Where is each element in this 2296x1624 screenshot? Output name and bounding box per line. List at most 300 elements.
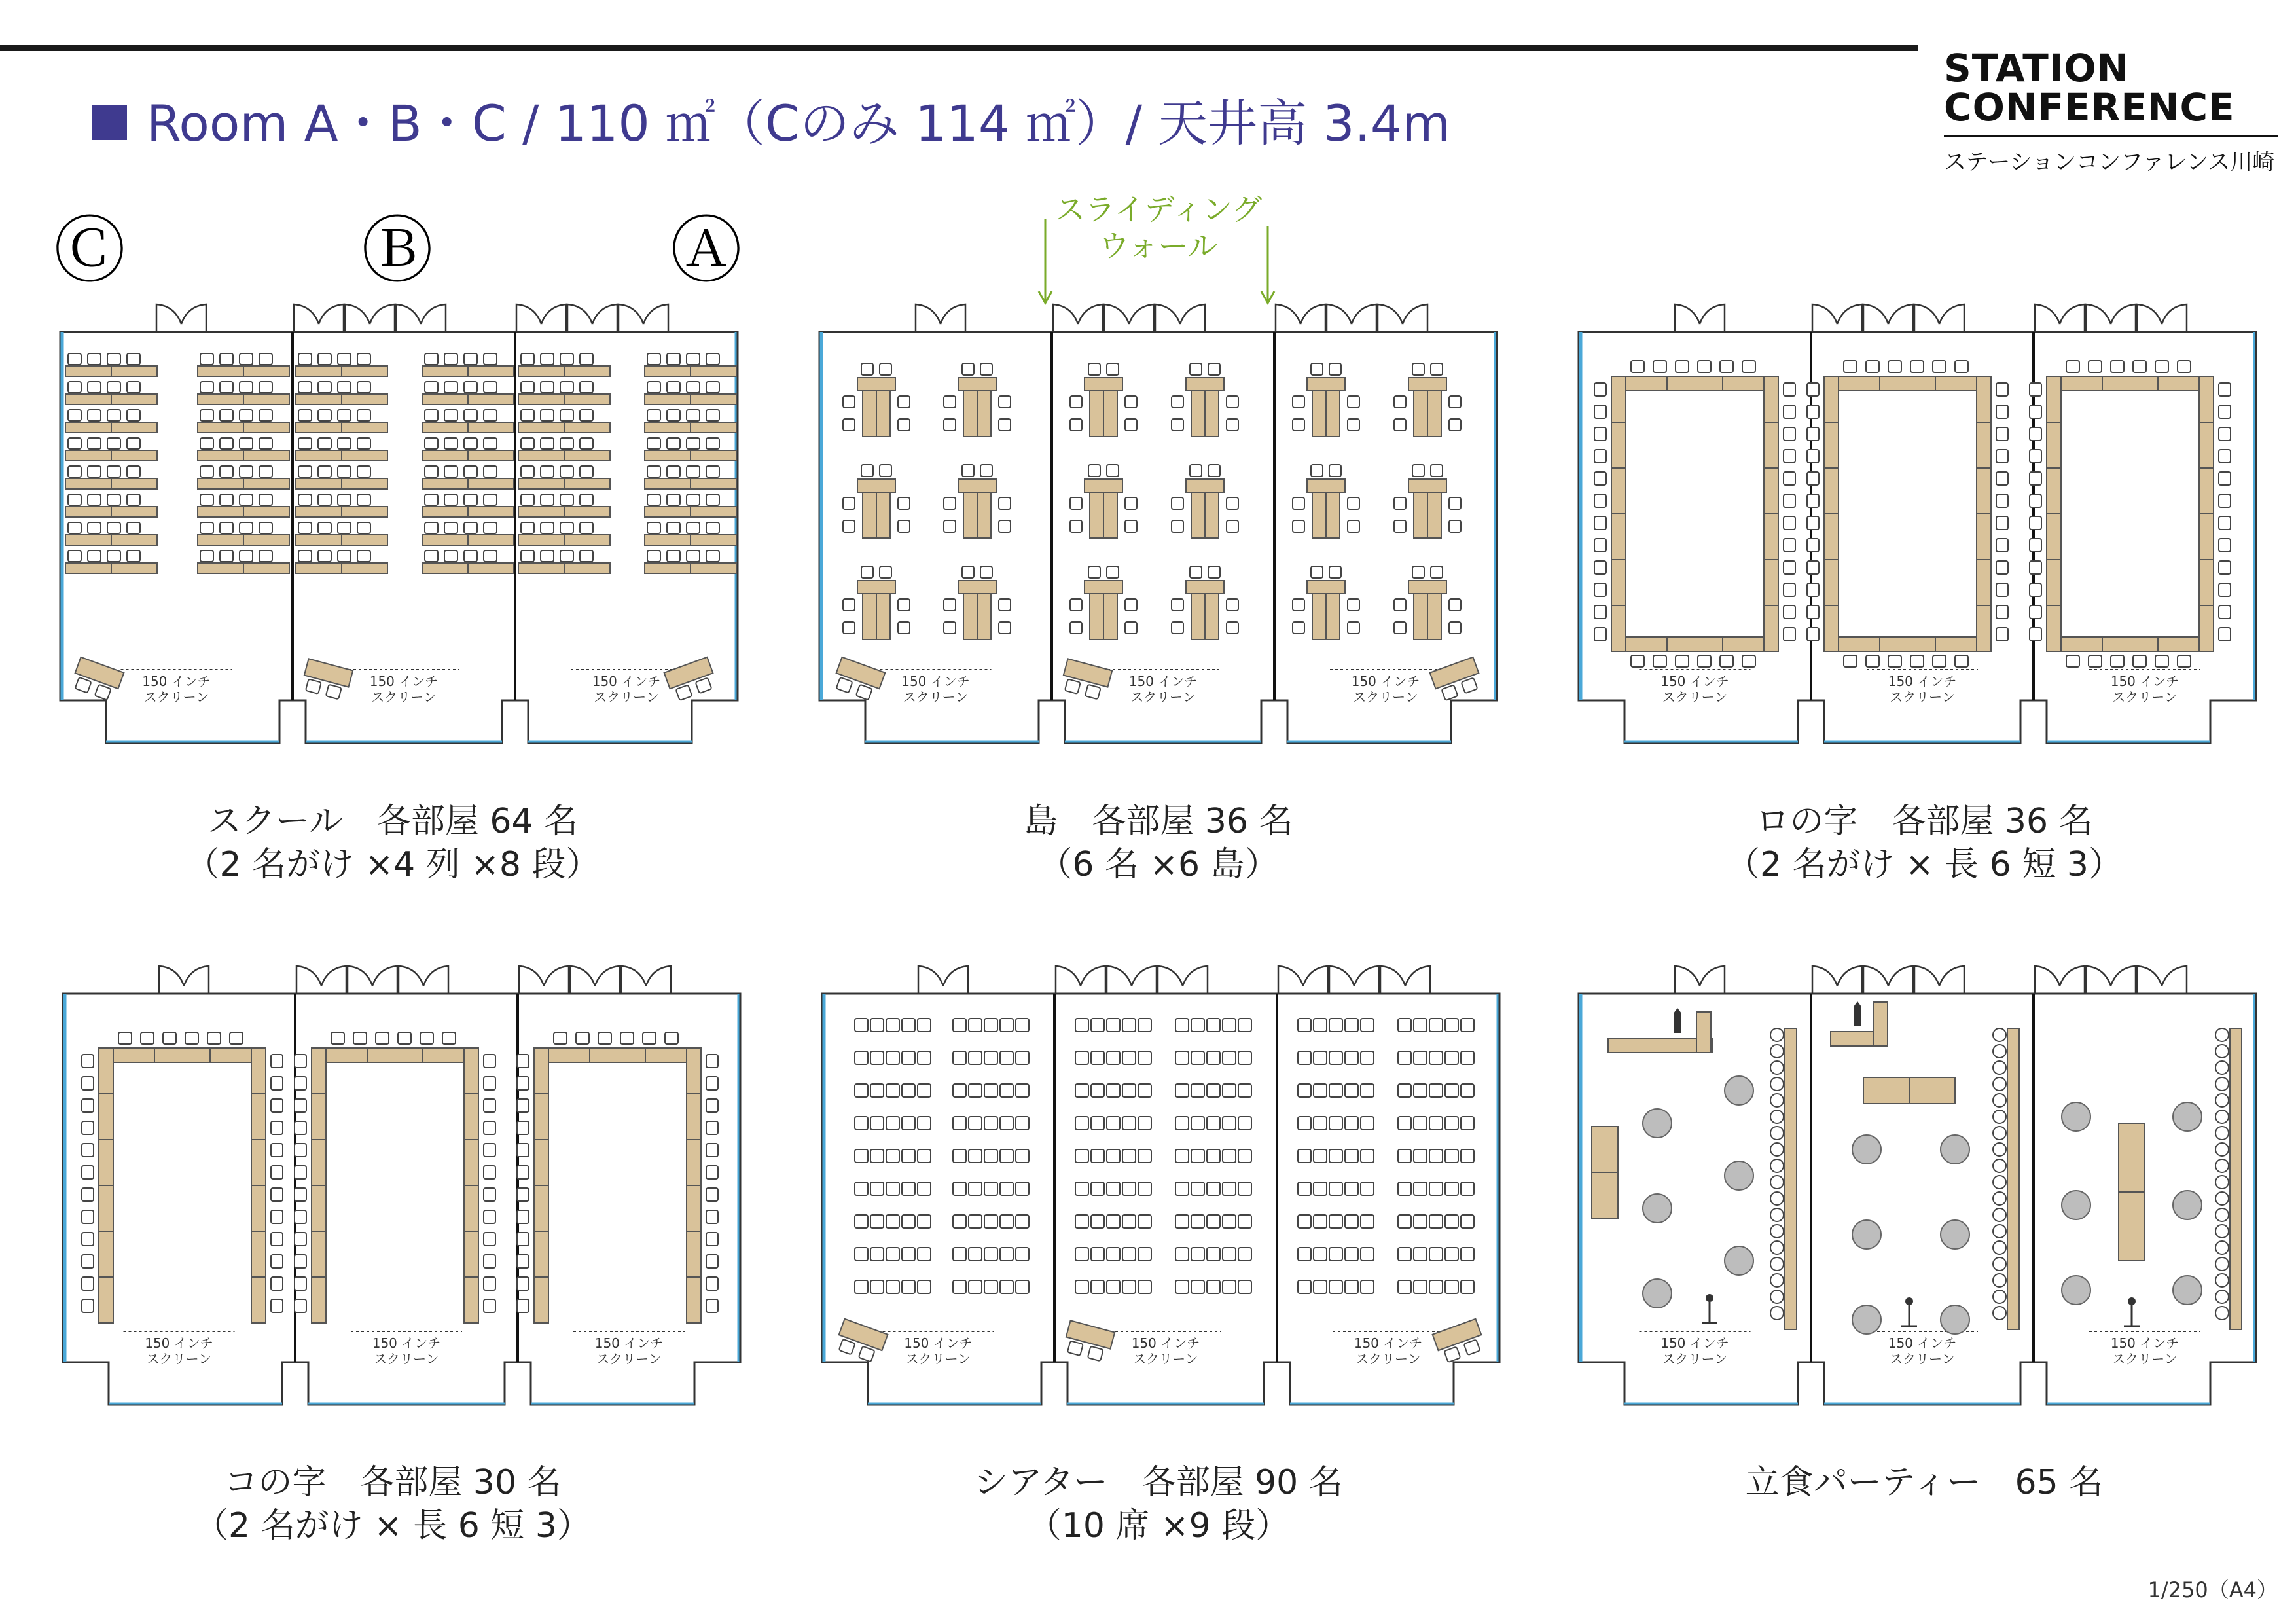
chair <box>1461 1019 1474 1032</box>
chair <box>1996 450 2008 463</box>
chair <box>1955 655 1968 667</box>
chair <box>1394 497 1406 509</box>
chair <box>1223 1051 1236 1064</box>
door-icon <box>918 966 968 994</box>
chair <box>88 522 101 533</box>
mic-icon <box>2128 1297 2136 1305</box>
chair <box>425 466 438 477</box>
chair <box>843 599 855 611</box>
chair <box>425 382 438 393</box>
chair <box>843 396 855 408</box>
chair <box>1996 539 2008 552</box>
chair <box>1088 566 1100 578</box>
chair <box>1412 465 1424 477</box>
chair <box>1000 1215 1013 1228</box>
chair <box>271 1188 283 1201</box>
chair <box>1993 1176 2006 1189</box>
chair <box>1770 1143 1784 1156</box>
chair <box>984 1215 997 1228</box>
chair <box>2219 561 2231 574</box>
chair <box>1807 472 1819 485</box>
caption-island-line1: 島 各部屋 36 名 <box>1024 802 1293 841</box>
chair <box>1107 1182 1120 1195</box>
chair <box>68 494 81 505</box>
chair <box>1075 1182 1088 1195</box>
chair <box>1191 1084 1204 1097</box>
chair <box>898 520 910 532</box>
chair <box>338 550 351 562</box>
chair <box>1398 1182 1411 1195</box>
chair <box>425 438 438 449</box>
chair <box>580 522 593 533</box>
chair <box>944 599 956 611</box>
door-icon <box>1863 966 1913 994</box>
chair <box>1594 494 1606 507</box>
chair <box>521 353 534 365</box>
table <box>857 378 895 391</box>
chair <box>898 622 910 634</box>
chair <box>295 1121 306 1134</box>
chair <box>944 396 956 408</box>
chair <box>1348 622 1359 634</box>
chair <box>667 550 680 562</box>
chair <box>1227 520 1238 532</box>
chair <box>259 382 272 393</box>
chair <box>1138 1182 1151 1195</box>
table <box>1824 376 1991 391</box>
chair <box>580 466 593 477</box>
chair <box>444 353 457 365</box>
chair <box>1016 1215 1029 1228</box>
chair <box>295 1055 306 1068</box>
screen-label-bottom: スクリーン <box>146 1351 212 1367</box>
chair <box>484 466 497 477</box>
chair <box>984 1117 997 1130</box>
chair <box>1784 516 1795 530</box>
chair <box>541 382 554 393</box>
chair <box>1000 1051 1013 1064</box>
chair <box>200 353 213 365</box>
table <box>99 1048 266 1062</box>
chair <box>2215 1257 2229 1271</box>
chair <box>2215 1110 2229 1123</box>
chair <box>1329 1084 1342 1097</box>
chair <box>1314 1084 1327 1097</box>
chair <box>1594 405 1606 418</box>
chair <box>240 382 253 393</box>
chair <box>1070 520 1082 532</box>
screen-label-top: 150 インチ <box>1351 674 1420 689</box>
chair <box>517 1099 529 1112</box>
chair <box>580 438 593 449</box>
chair <box>647 522 660 533</box>
chair <box>2215 1159 2229 1172</box>
chair <box>1348 599 1359 611</box>
chair <box>1698 655 1711 667</box>
screen-label-top: 150 インチ <box>594 1335 664 1351</box>
chair <box>1445 1248 1458 1261</box>
chair <box>647 494 660 505</box>
chair <box>643 1032 656 1044</box>
chair <box>870 1182 884 1195</box>
chair <box>1091 1084 1104 1097</box>
door-icon <box>399 966 448 994</box>
screen-label-bottom: スクリーン <box>596 1351 662 1367</box>
chair <box>980 363 992 375</box>
chair <box>1125 622 1137 634</box>
chair <box>2215 1208 2229 1221</box>
chair <box>1329 363 1341 375</box>
chair <box>886 1051 899 1064</box>
chair <box>2089 655 2102 667</box>
chair <box>1784 383 1795 396</box>
door-icon <box>1914 304 1964 332</box>
chair <box>1208 566 1220 578</box>
chair <box>1075 1215 1088 1228</box>
chair <box>1075 1051 1088 1064</box>
chair <box>2215 1307 2229 1320</box>
chair <box>295 1144 306 1157</box>
chair <box>1933 655 1946 667</box>
chair <box>1676 655 1689 667</box>
chair <box>1345 1019 1358 1032</box>
chair <box>902 1149 915 1163</box>
caption-island <box>818 800 1499 886</box>
chair <box>1429 1117 1443 1130</box>
chair <box>82 1055 94 1068</box>
chair <box>521 494 534 505</box>
chair <box>1361 1149 1374 1163</box>
chair <box>298 550 312 562</box>
chair <box>855 1149 868 1163</box>
chair <box>580 353 593 365</box>
chair <box>898 497 910 509</box>
chair <box>1770 1061 1784 1074</box>
chair <box>2111 655 2124 667</box>
chair <box>484 438 497 449</box>
chair <box>240 494 253 505</box>
chair <box>870 1248 884 1261</box>
table <box>2047 376 2214 391</box>
chair <box>1223 1149 1236 1163</box>
chair <box>1429 1182 1443 1195</box>
chair <box>1345 1248 1358 1261</box>
table <box>1873 1002 1888 1046</box>
chair <box>1172 520 1183 532</box>
screen-label-top: 150 インチ <box>904 1335 973 1351</box>
chair <box>295 1188 306 1201</box>
chair <box>220 466 233 477</box>
chair <box>484 410 497 421</box>
chair <box>667 353 680 365</box>
chair <box>1227 497 1238 509</box>
chair <box>1784 561 1795 574</box>
round-table <box>1725 1161 1753 1190</box>
chair <box>1311 566 1323 578</box>
chair <box>271 1255 283 1268</box>
chair <box>898 599 910 611</box>
chair <box>1107 363 1119 375</box>
chair <box>1594 472 1606 485</box>
chair <box>1107 1248 1120 1261</box>
chair <box>1091 1215 1104 1228</box>
screen-label-bottom: スクリーン <box>1133 1351 1198 1367</box>
chair <box>88 353 101 365</box>
screen-label-top: 150 インチ <box>142 674 211 689</box>
chair <box>1000 1149 1013 1163</box>
chair <box>1138 1051 1151 1064</box>
chair <box>1329 1019 1342 1032</box>
chair <box>1175 1084 1189 1097</box>
chair <box>1125 396 1137 408</box>
chair <box>517 1144 529 1157</box>
chair <box>82 1210 94 1223</box>
chair <box>1807 561 1819 574</box>
chair <box>230 1032 243 1044</box>
chair <box>560 494 573 505</box>
door-icon <box>1863 304 1913 332</box>
chair <box>331 1032 344 1044</box>
chair <box>984 1248 997 1261</box>
chair <box>1993 1159 2006 1172</box>
table <box>1696 1012 1711 1053</box>
chair <box>127 353 140 365</box>
chair <box>127 494 140 505</box>
chair <box>1190 465 1202 477</box>
chair <box>127 522 140 533</box>
chair <box>68 438 81 449</box>
chair <box>1000 1117 1013 1130</box>
chair <box>953 1248 966 1261</box>
chair <box>2030 561 2041 574</box>
chair <box>1361 1280 1374 1293</box>
chair <box>517 1188 529 1201</box>
chair <box>240 438 253 449</box>
chair <box>1175 1117 1189 1130</box>
chair <box>1996 427 2008 441</box>
chair <box>295 1166 306 1179</box>
chair <box>855 1248 868 1261</box>
chair <box>1125 419 1137 431</box>
chair <box>1361 1051 1374 1064</box>
chair <box>886 1280 899 1293</box>
chair <box>259 522 272 533</box>
chair <box>1996 383 2008 396</box>
chair <box>82 1277 94 1290</box>
chair <box>1770 1241 1784 1254</box>
chair <box>687 494 700 505</box>
chair <box>861 566 873 578</box>
chair <box>1398 1117 1411 1130</box>
chair <box>1345 1280 1358 1293</box>
chair <box>1091 1149 1104 1163</box>
chair <box>1461 1248 1474 1261</box>
round-table <box>1852 1135 1881 1164</box>
chair <box>1016 1149 1029 1163</box>
chair <box>1770 1045 1784 1058</box>
chair <box>999 497 1011 509</box>
chair <box>1993 1028 2006 1041</box>
chair <box>2030 516 2041 530</box>
chair <box>1594 516 1606 530</box>
chair <box>1122 1117 1136 1130</box>
chair <box>306 679 321 694</box>
chair <box>1088 363 1100 375</box>
table <box>958 581 996 594</box>
chair <box>2066 655 2079 667</box>
chair <box>1449 419 1461 431</box>
scale-note: 1/250（A4） <box>2147 1578 2278 1602</box>
chair <box>484 353 497 365</box>
chair <box>1414 1019 1427 1032</box>
chair <box>484 1144 495 1157</box>
chair <box>1431 465 1443 477</box>
screen-label-top: 150 インチ <box>1660 1335 1729 1351</box>
chair <box>1996 605 2008 619</box>
door-icon <box>1107 966 1157 994</box>
chair <box>220 410 233 421</box>
chair <box>200 522 213 533</box>
chair <box>1993 1257 2006 1271</box>
caption-theater <box>818 1461 1499 1547</box>
chair <box>127 438 140 449</box>
chair <box>560 466 573 477</box>
chair <box>484 1299 495 1312</box>
chair <box>2178 361 2191 372</box>
chair <box>1122 1051 1136 1064</box>
chair <box>298 466 312 477</box>
chair <box>1122 1280 1136 1293</box>
chair <box>2030 494 2041 507</box>
chair <box>318 494 331 505</box>
chair <box>1770 1077 1784 1091</box>
chair <box>1398 1215 1411 1228</box>
chair <box>918 1084 931 1097</box>
chair <box>1394 520 1406 532</box>
door-icon <box>345 304 395 332</box>
chair <box>444 494 457 505</box>
caption-school <box>52 800 733 886</box>
chair <box>1770 1257 1784 1271</box>
chair <box>1075 1084 1088 1097</box>
chair <box>1807 427 1819 441</box>
chair <box>1227 622 1238 634</box>
chair <box>647 550 660 562</box>
chair <box>1016 1182 1029 1195</box>
chair <box>484 1255 495 1268</box>
chair <box>1238 1019 1251 1032</box>
door-icon <box>2035 304 2085 332</box>
chair <box>1314 1182 1327 1195</box>
chair <box>969 1051 982 1064</box>
chair <box>1191 1149 1204 1163</box>
door-icon <box>2086 966 2136 994</box>
chair <box>1298 1280 1311 1293</box>
chair <box>898 396 910 408</box>
door-icon <box>619 304 668 332</box>
chair <box>706 466 719 477</box>
chair <box>1207 1215 1220 1228</box>
chair <box>1000 1280 1013 1293</box>
caption-theater-line2: （10 席 ×9 段） <box>1027 1506 1290 1545</box>
chair <box>1844 655 1857 667</box>
chair <box>82 1144 94 1157</box>
chair <box>357 410 370 421</box>
chair <box>484 1166 495 1179</box>
chair <box>200 466 213 477</box>
chair <box>1293 622 1304 634</box>
chair <box>1631 361 1644 372</box>
chair <box>1065 679 1081 694</box>
door-icon <box>159 966 209 994</box>
chair <box>1223 1117 1236 1130</box>
chair <box>521 550 534 562</box>
round-table <box>2173 1102 2202 1131</box>
chair <box>298 522 312 533</box>
chair <box>1720 361 1733 372</box>
chair <box>271 1121 283 1134</box>
chair <box>107 382 120 393</box>
table <box>1186 479 1224 492</box>
chair <box>1091 1280 1104 1293</box>
chair <box>1993 1192 2006 1205</box>
chair <box>425 494 438 505</box>
chair <box>1955 361 1968 372</box>
caption-hollow-line2: （2 名がけ × 長 6 短 3） <box>1726 845 2123 884</box>
chair <box>687 353 700 365</box>
chair <box>1844 361 1857 372</box>
chair <box>1016 1051 1029 1064</box>
chair <box>902 1084 915 1097</box>
chair <box>2215 1274 2229 1287</box>
chair <box>2219 405 2231 418</box>
chair <box>1016 1280 1029 1293</box>
chair <box>82 1188 94 1201</box>
chair <box>484 1233 495 1246</box>
chair <box>127 466 140 477</box>
chair <box>902 1051 915 1064</box>
chair <box>1138 1215 1151 1228</box>
chair <box>1348 497 1359 509</box>
chair <box>68 466 81 477</box>
chair <box>1429 1280 1443 1293</box>
chair <box>706 1188 718 1201</box>
screen-label-top: 150 インチ <box>1888 674 1957 689</box>
chair <box>318 382 331 393</box>
chair <box>999 520 1011 532</box>
chair <box>271 1277 283 1290</box>
chair <box>1807 405 1819 418</box>
chair <box>1461 1215 1474 1228</box>
chair <box>1993 1225 2006 1238</box>
chair <box>444 410 457 421</box>
chair <box>484 1188 495 1201</box>
table <box>2230 1028 2242 1329</box>
chair <box>1329 1280 1342 1293</box>
door-icon <box>1155 304 1205 332</box>
chair <box>2178 655 2191 667</box>
chair <box>1207 1248 1220 1261</box>
chair <box>1449 497 1461 509</box>
chair <box>1412 566 1424 578</box>
chair <box>706 1277 718 1290</box>
chair <box>1449 396 1461 408</box>
chair <box>1223 1215 1236 1228</box>
chair <box>1993 1208 2006 1221</box>
chair <box>1075 1149 1088 1163</box>
chair <box>68 382 81 393</box>
chair <box>464 550 477 562</box>
